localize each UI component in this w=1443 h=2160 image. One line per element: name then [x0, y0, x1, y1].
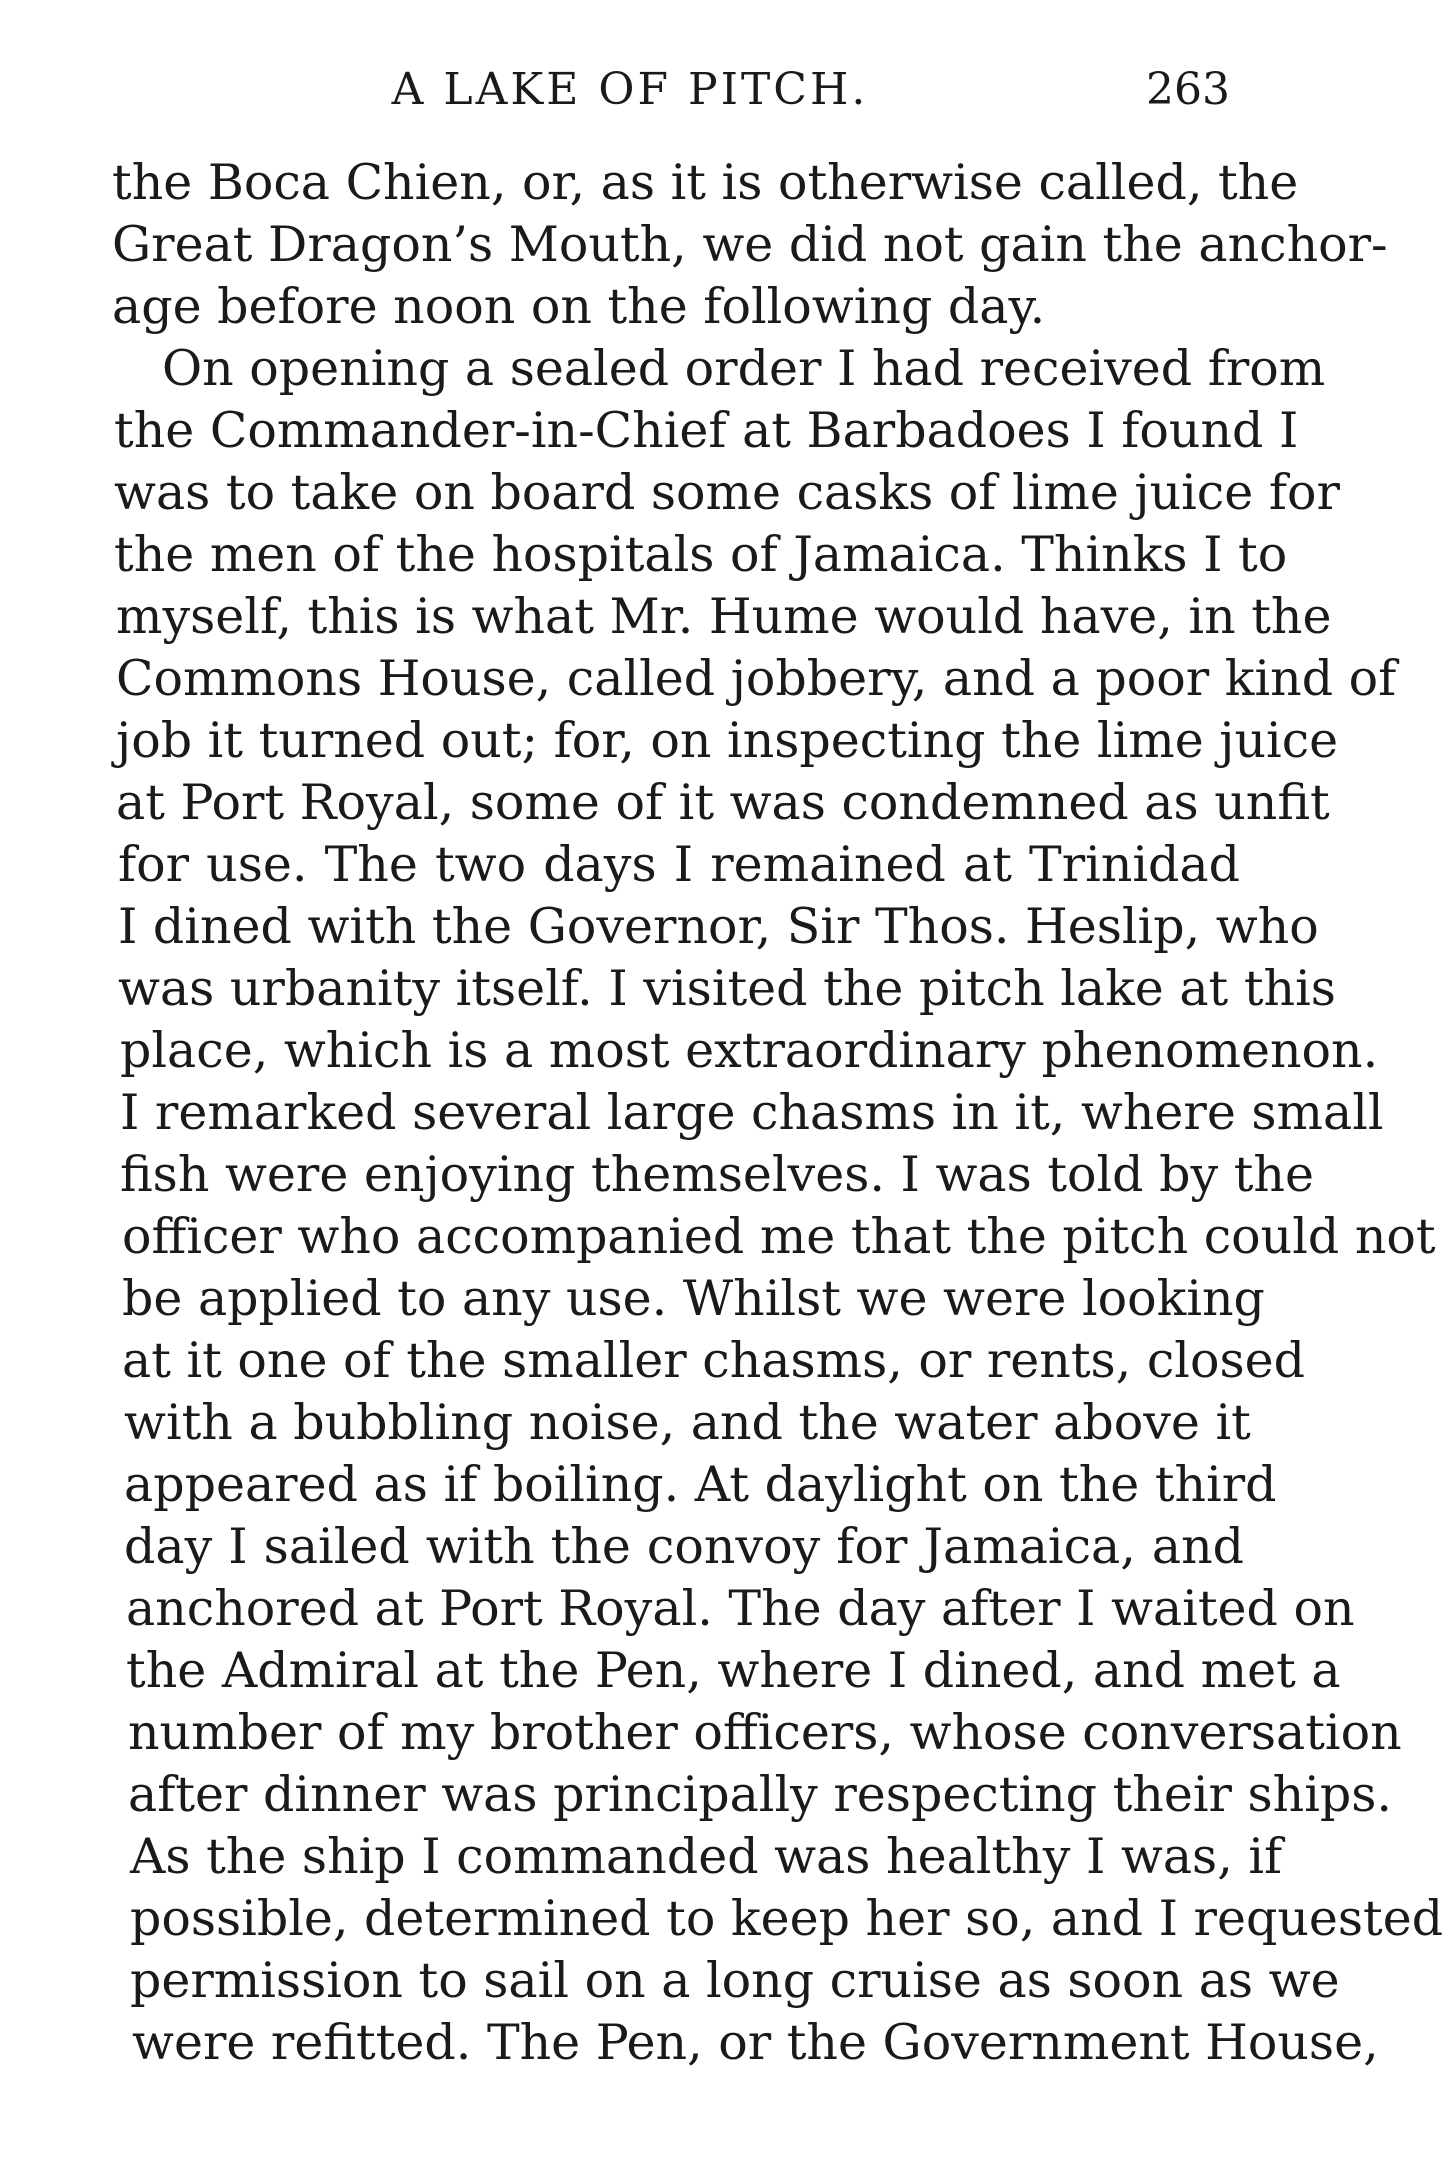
- text-line: at Port Royal, some of it was condemned as unfit: [116, 774, 1330, 831]
- page-number: 263: [1146, 64, 1230, 115]
- text-line: the Admiral at the Pen, where I dined, and met a: [126, 1642, 1341, 1699]
- text-line: be applied to any use. Whilst we were looking: [122, 1270, 1265, 1327]
- text-line: officer who accompanied me that the pitch could not: [122, 1208, 1436, 1265]
- text-line: was urbanity itself. I visited the pitch lake at this: [118, 960, 1336, 1017]
- text-line: I dined with the Governor, Sir Thos. Heslip, who: [118, 898, 1319, 955]
- text-line: place, which is a most extraordinary phenomenon.: [120, 1022, 1379, 1079]
- text-line: myself, this is what Mr. Hume would have, in the: [116, 588, 1332, 645]
- text-line: the Commander-in-Chief at Barbadoes I found I: [114, 402, 1299, 459]
- text-line: for use. The two days I remained at Trinidad: [118, 836, 1240, 893]
- text-line: age before noon on the following day.: [112, 278, 1046, 335]
- running-head: [0, 60, 1302, 120]
- text-line: possible, determined to keep her so, and I requested: [130, 1890, 1443, 1947]
- text-line: the men of the hospitals of Jamaica. Thinks I to: [114, 526, 1288, 583]
- text-line: number of my brother officers, whose conversation: [128, 1704, 1402, 1761]
- text-line: On opening a sealed order I had received from: [162, 340, 1326, 397]
- text-line: were refitted. The Pen, or the Government House,: [132, 2014, 1379, 2071]
- text-line: day I sailed with the convoy for Jamaica, and: [124, 1518, 1244, 1575]
- text-line: with a bubbling noise, and the water above it: [124, 1394, 1251, 1451]
- text-line: the Boca Chien, or, as it is otherwise called, the: [112, 154, 1299, 211]
- text-line: fish were enjoying themselves. I was told by the: [120, 1146, 1314, 1203]
- text-line: was to take on board some casks of lime juice for: [114, 464, 1340, 521]
- text-line: at it one of the smaller chasms, or rents, closed: [122, 1332, 1305, 1389]
- text-line: As the ship I commanded was healthy I was, if: [130, 1828, 1283, 1885]
- running-title: A LAKE OF PITCH.: [391, 64, 869, 115]
- text-line: Great Dragon’s Mouth, we did not gain the anchor-: [112, 216, 1388, 273]
- text-line: I remarked several large chasms in it, where small: [120, 1084, 1384, 1141]
- text-line: after dinner was principally respecting their ships.: [128, 1766, 1392, 1823]
- text-line: Commons House, called jobbery, and a poor kind of: [116, 650, 1397, 707]
- text-line: appeared as if boiling. At daylight on the third: [124, 1456, 1277, 1513]
- text-line: job it turned out; for, on inspecting the lime juice: [116, 712, 1339, 769]
- text-line: permission to sail on a long cruise as soon as we: [130, 1952, 1340, 2009]
- text-line: anchored at Port Royal. The day after I waited on: [126, 1580, 1355, 1637]
